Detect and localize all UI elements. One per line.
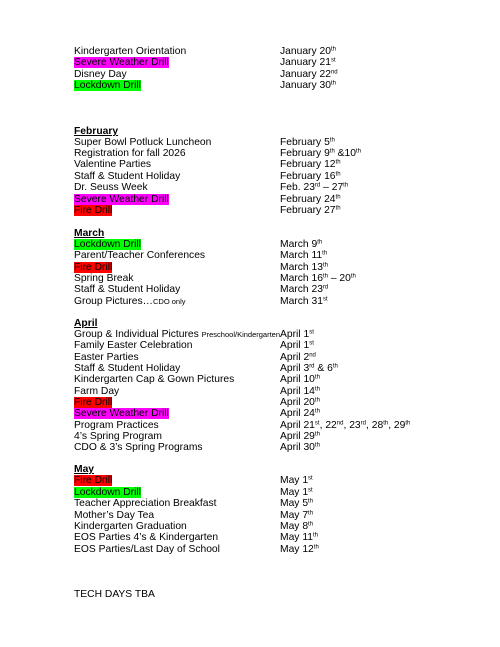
event-name: Family Easter Celebration	[74, 340, 193, 351]
date-text: May 11	[280, 532, 314, 543]
event-date	[280, 386, 320, 397]
event-row	[74, 374, 494, 385]
event-row	[74, 262, 494, 273]
event-name: Parent/Teacher Conferences	[74, 250, 206, 261]
event-date	[280, 250, 327, 261]
date-ordinal-suffix: nd	[309, 352, 316, 359]
date-ordinal-suffix: th	[317, 239, 323, 246]
event-date	[280, 487, 313, 498]
date-ordinal-suffix: th	[335, 205, 341, 212]
event-date	[280, 329, 314, 340]
date-text: March 31	[280, 296, 323, 307]
event-date	[280, 273, 356, 284]
event-row	[74, 171, 494, 182]
event-row	[74, 159, 494, 170]
date-ordinal-suffix: rd	[322, 284, 329, 291]
date-ordinal-suffix: th	[329, 137, 335, 144]
event-name: Registration for fall 2026	[74, 148, 186, 159]
event-date	[280, 46, 336, 57]
event-name: Easter Parties	[74, 352, 139, 363]
event-name: Staff & Student Holiday	[74, 363, 181, 374]
date-ordinal-suffix: th	[329, 148, 335, 155]
date-ordinal-suffix: st	[314, 420, 320, 427]
event-name-main: Group & Individual Pictures	[74, 329, 202, 340]
event-row	[74, 408, 494, 419]
date-text: April 10	[280, 374, 315, 385]
event-date	[280, 544, 319, 555]
event-name-main: Group Pictures…	[74, 296, 153, 307]
date-ordinal-suffix: st	[330, 57, 336, 64]
event-row	[74, 329, 494, 340]
date-ordinal-suffix: th	[335, 171, 341, 178]
event-name: Kindergarten Graduation	[74, 521, 187, 532]
date-text: & 6	[314, 363, 333, 374]
event-date	[280, 340, 314, 351]
date-ordinal-suffix: th	[314, 374, 320, 381]
event-row	[74, 250, 494, 261]
event-date	[280, 239, 322, 250]
date-text: April 30	[280, 442, 315, 453]
date-ordinal-suffix: th	[335, 159, 341, 166]
date-text: February 24	[280, 194, 336, 205]
date-ordinal-suffix: rd	[360, 420, 366, 427]
date-ordinal-suffix: st	[322, 296, 328, 303]
date-text: Feb. 23	[280, 182, 315, 193]
event-row	[74, 352, 494, 363]
event-row	[74, 442, 494, 453]
event-name: Valentine Parties	[74, 159, 152, 170]
month-heading-february: February	[74, 126, 119, 137]
date-text: January 22	[280, 69, 331, 80]
event-date	[280, 69, 338, 80]
event-date	[280, 397, 320, 408]
date-ordinal-suffix: th	[308, 498, 314, 505]
event-row	[74, 80, 494, 91]
date-ordinal-suffix: nd	[336, 420, 344, 427]
event-row	[74, 363, 494, 374]
event-name: Farm Day	[74, 386, 120, 397]
date-ordinal-suffix: rd	[309, 363, 315, 370]
date-ordinal-suffix: st	[309, 329, 314, 336]
event-name: Spring Break	[74, 273, 134, 284]
event-date	[280, 296, 328, 307]
date-text: January 21	[280, 57, 331, 68]
event-date	[280, 374, 320, 385]
event-date	[280, 521, 313, 532]
lockdown-drill-label: Lockdown Drill	[74, 239, 141, 250]
event-name: Mother’s Day Tea	[74, 510, 155, 521]
date-text: March 13	[280, 262, 323, 273]
event-row	[74, 182, 494, 193]
date-text: March 9	[280, 239, 318, 250]
month-heading-may: May	[74, 464, 95, 475]
date-ordinal-suffix: th	[314, 397, 320, 404]
date-ordinal-suffix: rd	[314, 182, 321, 189]
date-text: February 12	[280, 159, 336, 170]
date-text: – 20	[327, 273, 351, 284]
event-date	[280, 80, 336, 91]
date-text: February 9	[280, 148, 330, 159]
date-ordinal-suffix: th	[405, 420, 411, 427]
event-row	[74, 340, 494, 351]
event-row	[74, 137, 494, 148]
fire-drill-label: Fire Drill	[74, 397, 113, 408]
event-name: 4’s Spring Program	[74, 431, 162, 442]
event-name-note: CDO only	[152, 297, 186, 306]
event-name: Dr. Seuss Week	[74, 182, 148, 193]
date-text: April 2	[280, 352, 310, 363]
event-date	[280, 442, 320, 453]
date-ordinal-suffix: th	[330, 80, 336, 87]
date-ordinal-suffix: th	[313, 532, 319, 539]
date-text: May 1	[280, 487, 309, 498]
date-text: April 1	[280, 329, 310, 340]
date-text: January 20	[280, 46, 331, 57]
event-date	[280, 148, 361, 159]
event-row	[74, 46, 494, 57]
event-row	[74, 544, 494, 555]
month-heading-march: March	[74, 228, 105, 239]
event-name: CDO & 3’s Spring Programs	[74, 442, 203, 453]
date-text: , 23	[343, 420, 361, 431]
event-date	[280, 420, 410, 431]
date-ordinal-suffix: th	[343, 182, 349, 189]
event-name: Teacher Appreciation Breakfast	[74, 498, 217, 509]
event-row	[74, 386, 494, 397]
date-text: May 5	[280, 498, 309, 509]
lockdown-drill-label: Lockdown Drill	[74, 487, 141, 498]
event-row	[74, 397, 494, 408]
event-name: Program Practices	[74, 420, 159, 431]
date-text: April 21	[280, 420, 315, 431]
event-name: Staff & Student Holiday	[74, 171, 181, 182]
event-row	[74, 431, 494, 442]
date-text: April 1	[280, 340, 310, 351]
event-row	[74, 532, 494, 543]
date-ordinal-suffix: st	[308, 475, 313, 482]
severe-weather-drill-label: Severe Weather Drill	[74, 194, 169, 205]
date-text: &10	[334, 148, 356, 159]
event-name	[74, 296, 186, 307]
date-ordinal-suffix: th	[322, 262, 328, 269]
fire-drill-label: Fire Drill	[74, 205, 113, 216]
date-text: May 7	[280, 510, 309, 521]
date-ordinal-suffix: th	[322, 250, 328, 257]
date-text: March 23	[280, 284, 323, 295]
event-row	[74, 521, 494, 532]
event-date	[280, 171, 341, 182]
event-row	[74, 296, 494, 307]
date-text: – 27	[320, 182, 344, 193]
event-row	[74, 69, 494, 80]
date-text: April 3	[280, 363, 310, 374]
event-date	[280, 159, 341, 170]
date-ordinal-suffix: th	[308, 510, 314, 517]
event-date	[280, 57, 336, 68]
date-text: April 14	[280, 386, 315, 397]
date-ordinal-suffix: th	[335, 194, 341, 201]
event-date	[280, 431, 320, 442]
event-date	[280, 284, 328, 295]
event-name	[74, 329, 280, 340]
event-row	[74, 487, 494, 498]
event-row	[74, 57, 494, 68]
fire-drill-label: Fire Drill	[74, 475, 113, 486]
event-row	[74, 194, 494, 205]
date-text: , 22	[319, 420, 337, 431]
date-text: May 1	[280, 475, 309, 486]
date-ordinal-suffix: th	[330, 46, 336, 53]
date-text: , 28	[366, 420, 384, 431]
date-text: February 16	[280, 171, 336, 182]
date-text: April 24	[280, 408, 315, 419]
date-text: May 12	[280, 544, 314, 555]
event-date	[280, 182, 348, 193]
event-date	[280, 262, 328, 273]
event-name: EOS Parties/Last Day of School	[74, 544, 220, 555]
date-ordinal-suffix: th	[383, 420, 389, 427]
event-name: Kindergarten Orientation	[74, 46, 187, 57]
event-name-note: Preschool/Kindergarten	[201, 330, 281, 339]
event-date	[280, 363, 338, 374]
date-ordinal-suffix: th	[314, 408, 320, 415]
date-ordinal-suffix: th	[308, 521, 314, 528]
event-date	[280, 532, 318, 543]
event-date	[280, 194, 341, 205]
event-row	[74, 205, 494, 216]
date-ordinal-suffix: nd	[330, 69, 338, 76]
date-ordinal-suffix: st	[309, 340, 314, 347]
event-name: Kindergarten Cap & Gown Pictures	[74, 374, 235, 385]
date-text: April 29	[280, 431, 315, 442]
event-row	[74, 498, 494, 509]
event-date	[280, 352, 316, 363]
date-ordinal-suffix: th	[313, 544, 319, 551]
lockdown-drill-label: Lockdown Drill	[74, 80, 141, 91]
event-row	[74, 420, 494, 431]
event-name: Super Bowl Potluck Luncheon	[74, 137, 212, 148]
date-ordinal-suffix: th	[314, 442, 320, 449]
event-row	[74, 284, 494, 295]
fire-drill-label: Fire Drill	[74, 262, 113, 273]
tech-days-note: TECH DAYS TBA	[74, 589, 155, 600]
event-row	[74, 475, 494, 486]
event-date	[280, 408, 320, 419]
event-row	[74, 148, 494, 159]
event-date	[280, 475, 313, 486]
date-ordinal-suffix: st	[308, 487, 313, 494]
date-text: January 30	[280, 80, 331, 91]
date-text: March 11	[280, 250, 323, 261]
event-row	[74, 273, 494, 284]
severe-weather-drill-label: Severe Weather Drill	[74, 408, 169, 419]
month-heading-april: April	[74, 318, 98, 329]
date-text: April 20	[280, 397, 315, 408]
event-date	[280, 205, 341, 216]
date-text: March 16	[280, 273, 323, 284]
date-text: , 29	[388, 420, 406, 431]
date-text: May 8	[280, 521, 309, 532]
date-ordinal-suffix: th	[350, 273, 356, 280]
event-row	[74, 239, 494, 250]
date-ordinal-suffix: th	[314, 431, 320, 438]
event-date	[280, 510, 313, 521]
event-row	[74, 510, 494, 521]
date-text: February 27	[280, 205, 336, 216]
date-ordinal-suffix: th	[332, 363, 338, 370]
severe-weather-drill-label: Severe Weather Drill	[74, 57, 169, 68]
event-date	[280, 137, 335, 148]
date-ordinal-suffix: th	[356, 148, 362, 155]
date-text: February 5	[280, 137, 330, 148]
date-ordinal-suffix: th	[314, 386, 320, 393]
event-name: Staff & Student Holiday	[74, 284, 181, 295]
event-name: EOS Parties 4’s & Kindergarten	[74, 532, 219, 543]
event-name: Disney Day	[74, 69, 127, 80]
event-date	[280, 498, 313, 509]
date-ordinal-suffix: th	[322, 273, 328, 280]
